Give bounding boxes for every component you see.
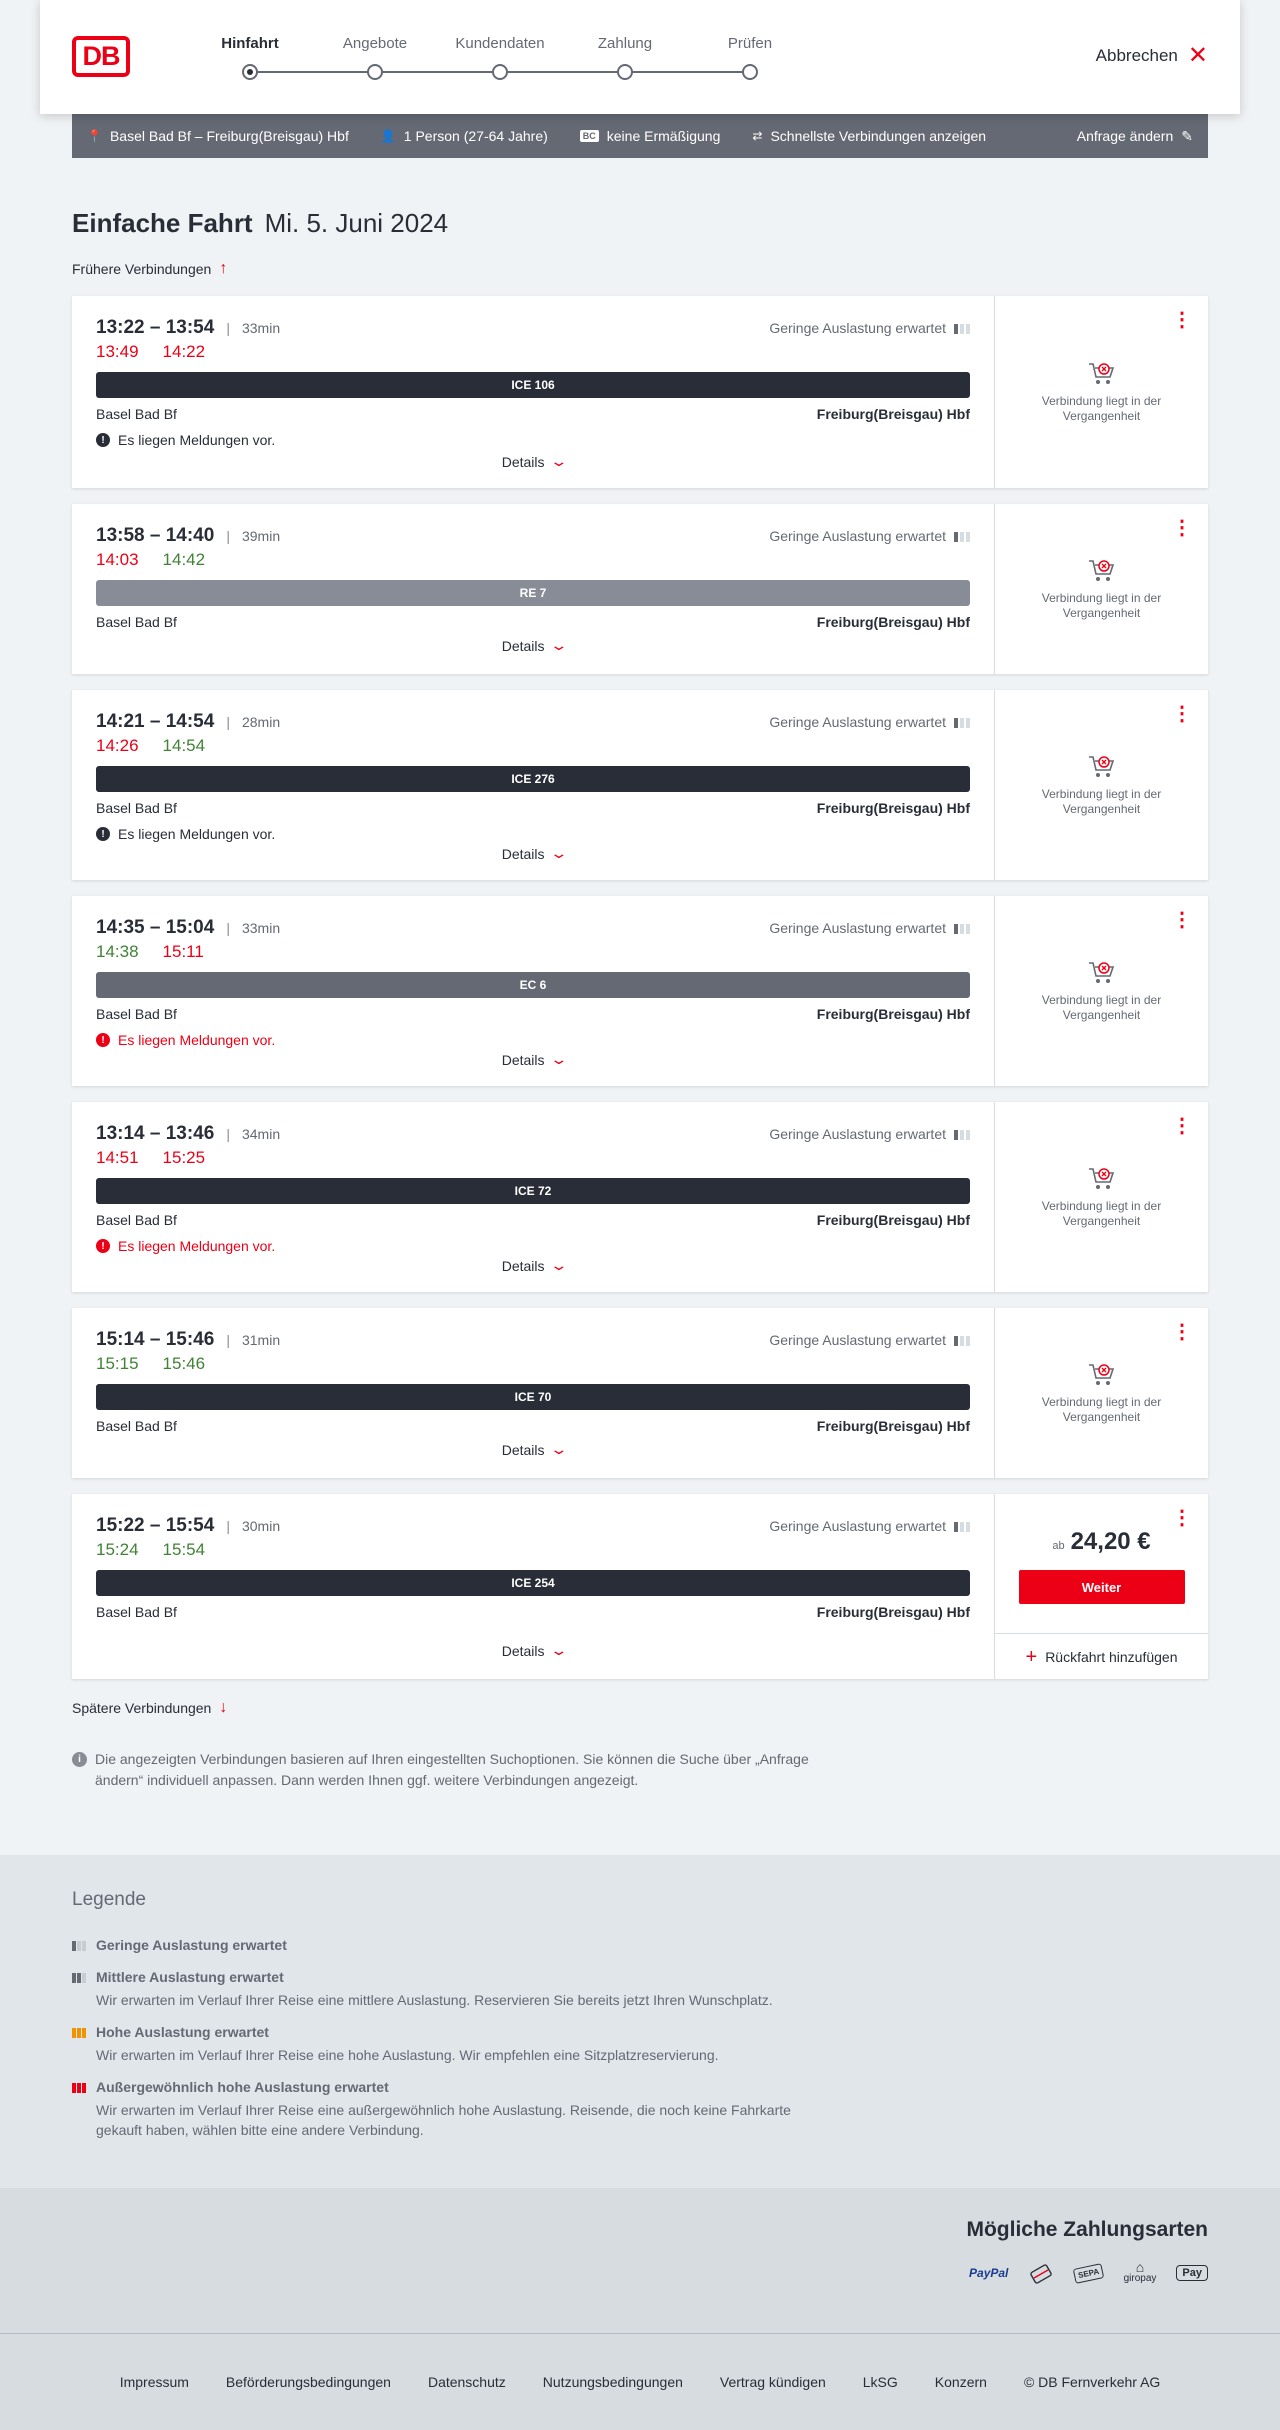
occupancy-icon xyxy=(72,2082,86,2093)
legend xyxy=(0,1855,1280,2188)
occupancy-icon xyxy=(954,1128,970,1140)
price: ab 24,20 € xyxy=(1052,1528,1151,1555)
occupancy-icon xyxy=(72,2027,86,2038)
connection-card[interactable] xyxy=(72,690,1208,880)
realtime-times xyxy=(96,942,970,964)
legend-item xyxy=(72,1967,1208,2010)
arrival-realtime: 15:54 xyxy=(162,1540,206,1559)
origin-station: Basel Bad Bf xyxy=(96,406,177,422)
search-info-note: i Die angezeigten Verbindungen basieren auf Ihren eingestellten Suchoptionen. Sie können die Suche über „Anfrage ändern“ individuell anpassen. Dann werden Ihnen ggf. weitere Verbindungen angezeigt. xyxy=(72,1749,832,1791)
train-bar[interactable]: ICE 254 xyxy=(96,1570,970,1596)
more-options-icon[interactable]: ⋮ xyxy=(1172,1115,1192,1137)
arrow-down-icon: ↓ xyxy=(219,1699,228,1716)
add-return-button[interactable]: + Rückfahrt hinzufügen xyxy=(1025,1645,1178,1668)
connection-message: ! Es liegen Meldungen vor. xyxy=(96,825,970,843)
alert-icon: ! xyxy=(96,1239,110,1253)
train-bar[interactable]: RE 7 xyxy=(96,580,970,606)
planned-times: 13:14 – 13:46 xyxy=(96,1123,215,1144)
legend-item-description: Wir erwarten im Verlauf Ihrer Reise eine hohe Auslastung. Wir empfehlen eine Sitzplatzreservierung. xyxy=(96,2047,719,2063)
connection-card[interactable] xyxy=(72,504,1208,674)
departure-realtime: 14:51 xyxy=(96,1148,139,1167)
alert-icon: ! xyxy=(96,433,110,447)
chevron-down-icon: ⌄ xyxy=(549,1051,568,1067)
duration: 33min xyxy=(241,920,281,936)
chevron-down-icon: ⌄ xyxy=(549,637,568,653)
details-toggle[interactable]: Details ⌄ xyxy=(501,845,568,862)
shopping-cart-icon xyxy=(1087,360,1117,388)
chevron-down-icon: ⌄ xyxy=(549,1257,568,1273)
train-bar[interactable]: ICE 106 xyxy=(96,372,970,398)
departure-realtime: 13:49 xyxy=(96,342,139,361)
more-options-icon[interactable]: ⋮ xyxy=(1172,703,1192,725)
details-toggle[interactable]: Details ⌄ xyxy=(501,453,568,470)
stations xyxy=(96,1212,970,1230)
arrival-realtime: 14:42 xyxy=(162,550,206,569)
destination-station: Freiburg(Breisgau) Hbf xyxy=(816,614,970,630)
origin-station: Basel Bad Bf xyxy=(96,1418,177,1434)
realtime-times xyxy=(96,342,970,364)
connection-side xyxy=(994,1494,1208,1679)
duration: 28min xyxy=(241,714,281,730)
train-bar[interactable]: ICE 276 xyxy=(96,766,970,792)
origin-station: Basel Bad Bf xyxy=(96,614,177,630)
duration: 31min xyxy=(241,1332,281,1348)
connection-card[interactable] xyxy=(72,1308,1208,1478)
details-toggle[interactable]: Details ⌄ xyxy=(501,1257,568,1274)
step-hinfahrt[interactable]: Hinfahrt xyxy=(190,34,310,80)
occupancy-indicator: Geringe Auslastung erwartet xyxy=(769,920,970,936)
connection-main xyxy=(72,1102,994,1292)
duration: 33min xyxy=(241,320,281,336)
results-content xyxy=(72,208,1208,1791)
location-pin-icon: 📍 xyxy=(87,129,102,143)
footer-link[interactable]: Impressum xyxy=(119,2374,189,2390)
connection-message: ! Es liegen Meldungen vor. xyxy=(96,1237,970,1255)
occupancy-icon xyxy=(954,922,970,934)
planned-times: 14:21 – 14:54 xyxy=(96,711,215,732)
destination-station: Freiburg(Breisgau) Hbf xyxy=(816,1212,970,1228)
connection-main xyxy=(72,1308,994,1478)
train-bar[interactable]: ICE 72 xyxy=(96,1178,970,1204)
origin-station: Basel Bad Bf xyxy=(96,1604,177,1620)
departure-realtime: 15:15 xyxy=(96,1354,139,1373)
legend-item-title: Geringe Auslastung erwartet xyxy=(72,1935,1208,1955)
credit-card-icon xyxy=(1028,2262,1054,2284)
progress-steps xyxy=(210,34,790,84)
footer-link[interactable]: © DB Fernverkehr AG xyxy=(1023,2374,1161,2390)
details-toggle[interactable]: Details ⌄ xyxy=(501,637,568,654)
destination-station: Freiburg(Breisgau) Hbf xyxy=(816,1006,970,1022)
alert-icon: ! xyxy=(96,827,110,841)
connection-card[interactable] xyxy=(72,1494,1208,1679)
realtime-times xyxy=(96,1354,970,1376)
step-dot xyxy=(492,64,508,80)
giropay-icon: ⌂ giropay xyxy=(1123,2259,1157,2284)
payment-title: Mögliche Zahlungsarten xyxy=(966,2218,1208,2241)
arrival-realtime: 15:25 xyxy=(162,1148,206,1167)
chevron-down-icon: ⌄ xyxy=(549,1441,568,1457)
details-toggle[interactable]: Details ⌄ xyxy=(501,1051,568,1068)
departure-realtime: 14:03 xyxy=(96,550,139,569)
connection-side xyxy=(994,1308,1208,1478)
realtime-times xyxy=(96,1148,970,1170)
step-dot xyxy=(742,64,758,80)
departure-realtime: 15:24 xyxy=(96,1540,139,1559)
footer-link[interactable]: Beförderungsbedingungen xyxy=(225,2374,391,2390)
stations xyxy=(96,1604,970,1622)
occupancy-icon xyxy=(954,716,970,728)
divider: | xyxy=(226,528,230,544)
more-options-icon[interactable]: ⋮ xyxy=(1172,909,1192,931)
duration: 30min xyxy=(241,1518,281,1534)
occupancy-indicator: Geringe Auslastung erwartet xyxy=(769,528,970,544)
summary-route[interactable]: 📍 Basel Bad Bf – Freiburg(Breisgau) Hbf xyxy=(87,128,349,144)
occupancy-icon xyxy=(72,1972,86,1983)
destination-station: Freiburg(Breisgau) Hbf xyxy=(816,1418,970,1434)
plus-icon: + xyxy=(1025,1645,1038,1668)
duration: 34min xyxy=(241,1126,281,1142)
payment-methods xyxy=(0,2188,1280,2333)
past-connection-notice: Verbindung liegt in der Vergangenheit xyxy=(995,1361,1208,1425)
stations xyxy=(96,406,970,424)
connection-side xyxy=(994,896,1208,1086)
destination-station: Freiburg(Breisgau) Hbf xyxy=(816,406,970,422)
info-icon: i xyxy=(72,1752,87,1767)
duration: 39min xyxy=(241,528,281,544)
footer-link[interactable]: Datenschutz xyxy=(427,2374,506,2390)
past-connection-notice: Verbindung liegt in der Vergangenheit xyxy=(995,360,1208,424)
swap-icon: ⇄ xyxy=(752,129,763,143)
bahncard-icon: BC xyxy=(580,130,599,142)
connection-side xyxy=(994,504,1208,674)
occupancy-icon xyxy=(954,322,970,334)
destination-station: Freiburg(Breisgau) Hbf xyxy=(816,1604,970,1620)
db-logo[interactable]: DB xyxy=(72,36,130,77)
occupancy-icon xyxy=(954,530,970,542)
search-summary-bar xyxy=(72,114,1208,158)
past-connection-notice: Verbindung liegt in der Vergangenheit xyxy=(995,557,1208,621)
realtime-times xyxy=(96,736,970,758)
sepa-icon: SEPA xyxy=(1073,2263,1105,2284)
more-options-icon[interactable]: ⋮ xyxy=(1172,517,1192,539)
chevron-down-icon: ⌄ xyxy=(549,1642,568,1658)
connection-main xyxy=(72,1494,994,1679)
edit-search-button[interactable]: Anfrage ändern ✎ xyxy=(1076,127,1193,144)
occupancy-icon xyxy=(72,1940,86,1951)
chevron-down-icon: ⌄ xyxy=(549,453,568,469)
legend-item xyxy=(72,2022,1208,2065)
summary-connection-type[interactable]: ⇄ Schnellste Verbindungen anzeigen xyxy=(752,128,987,144)
occupancy-indicator: Geringe Auslastung erwartet xyxy=(769,714,970,730)
legend-item xyxy=(72,1935,1208,1955)
person-icon: 👤 xyxy=(380,129,396,143)
train-bar[interactable]: EC 6 xyxy=(96,972,970,998)
shopping-cart-icon xyxy=(1087,959,1117,987)
cancel-label: Abbrechen xyxy=(1095,46,1178,65)
planned-times: 14:35 – 15:04 xyxy=(96,917,215,938)
arrival-realtime: 15:46 xyxy=(162,1354,206,1373)
legend-item-title: Hohe Auslastung erwartet xyxy=(72,2022,1208,2042)
page-title: Einfache Fahrt Mi. 5. Juni 2024 xyxy=(72,208,449,238)
divider: | xyxy=(226,1126,230,1142)
step-pruefen[interactable]: Prüfen xyxy=(690,34,810,80)
destination-station: Freiburg(Breisgau) Hbf xyxy=(816,800,970,816)
legend-item-description: Wir erwarten im Verlauf Ihrer Reise eine mittlere Auslastung. Reservieren Sie bereits jetzt Ihren Wunschplatz. xyxy=(96,1992,773,2008)
step-dot xyxy=(617,64,633,80)
arrow-up-icon: ↑ xyxy=(219,260,228,277)
close-icon: ✕ xyxy=(1187,42,1208,69)
step-kundendaten[interactable]: Kundendaten xyxy=(440,34,560,80)
arrival-realtime: 14:22 xyxy=(162,342,206,361)
legend-item xyxy=(72,2077,1208,2140)
occupancy-indicator: Geringe Auslastung erwartet xyxy=(769,320,970,336)
step-dot xyxy=(367,64,383,80)
planned-times: 15:14 – 15:46 xyxy=(96,1329,215,1350)
more-options-icon[interactable]: ⋮ xyxy=(1172,1321,1192,1343)
connection-message: ! Es liegen Meldungen vor. xyxy=(96,431,970,449)
planned-times: 13:22 – 13:54 xyxy=(96,317,215,338)
details-toggle[interactable]: Details ⌄ xyxy=(501,1441,568,1458)
connection-side xyxy=(994,690,1208,880)
connection-side xyxy=(994,296,1208,488)
summary-discount[interactable]: BC keine Ermäßigung xyxy=(580,128,721,144)
details-toggle[interactable]: Details ⌄ xyxy=(501,1642,568,1659)
pencil-icon: ✎ xyxy=(1181,127,1193,144)
chevron-down-icon: ⌄ xyxy=(549,845,568,861)
footer-link[interactable]: LkSG xyxy=(862,2374,898,2390)
more-options-icon[interactable]: ⋮ xyxy=(1172,1507,1192,1529)
realtime-times xyxy=(96,550,970,572)
paypal-icon: PayPal xyxy=(969,2266,1009,2280)
footer xyxy=(0,2333,1280,2430)
realtime-times xyxy=(96,1540,970,1562)
past-connection-notice: Verbindung liegt in der Vergangenheit xyxy=(995,753,1208,817)
connection-main xyxy=(72,896,994,1086)
continue-button[interactable]: Weiter xyxy=(1019,1570,1185,1604)
divider: | xyxy=(226,320,230,336)
shopping-cart-icon xyxy=(1087,557,1117,585)
origin-station: Basel Bad Bf xyxy=(96,1212,177,1228)
legend-title: Legende xyxy=(72,1889,146,1910)
shopping-cart-icon xyxy=(1087,1361,1117,1389)
train-bar[interactable]: ICE 70 xyxy=(96,1384,970,1410)
departure-realtime: 14:38 xyxy=(96,942,139,961)
legend-item-title: Mittlere Auslastung erwartet xyxy=(72,1967,1208,1987)
step-dot xyxy=(242,64,258,80)
occupancy-indicator: Geringe Auslastung erwartet xyxy=(769,1332,970,1348)
arrival-realtime: 15:11 xyxy=(162,942,204,961)
connection-side xyxy=(994,1102,1208,1292)
planned-times: 13:58 – 14:40 xyxy=(96,525,215,546)
planned-times: 15:22 – 15:54 xyxy=(96,1515,215,1536)
divider: | xyxy=(226,920,230,936)
divider: | xyxy=(226,1332,230,1348)
header xyxy=(40,0,1240,114)
footer-link[interactable]: Konzern xyxy=(934,2374,987,2390)
connection-main xyxy=(72,504,994,674)
stations xyxy=(96,1418,970,1436)
more-options-icon[interactable]: ⋮ xyxy=(1172,309,1192,331)
origin-station: Basel Bad Bf xyxy=(96,800,177,816)
footer-link[interactable]: Vertrag kündigen xyxy=(719,2374,826,2390)
past-connection-notice: Verbindung liegt in der Vergangenheit xyxy=(995,959,1208,1023)
cancel-button[interactable] xyxy=(1095,42,1208,69)
connection-card[interactable] xyxy=(72,896,1208,1086)
step-zahlung[interactable]: Zahlung xyxy=(565,34,685,80)
apple-pay-icon: Pay xyxy=(1176,2265,1208,2281)
occupancy-indicator: Geringe Auslastung erwartet xyxy=(769,1518,970,1534)
arrival-realtime: 14:54 xyxy=(162,736,206,755)
legend-item-description: Wir erwarten im Verlauf Ihrer Reise eine außergewöhnlich hohe Auslastung. Reisende, die noch keine Fahrkarte gekauft haben, wählen bitte eine andere Verbindung. xyxy=(96,2102,791,2138)
alert-icon: ! xyxy=(96,1033,110,1047)
stations xyxy=(96,1006,970,1024)
stations xyxy=(96,614,970,632)
divider: | xyxy=(226,1518,230,1534)
summary-passengers[interactable]: 👤 1 Person (27-64 Jahre) xyxy=(380,128,548,144)
shopping-cart-icon xyxy=(1087,753,1117,781)
departure-realtime: 14:26 xyxy=(96,736,139,755)
connection-main xyxy=(72,296,994,488)
occupancy-indicator: Geringe Auslastung erwartet xyxy=(769,1126,970,1142)
occupancy-icon xyxy=(954,1520,970,1532)
divider: | xyxy=(226,714,230,730)
origin-station: Basel Bad Bf xyxy=(96,1006,177,1022)
stations xyxy=(96,800,970,818)
legend-item-title: Außergewöhnlich hohe Auslastung erwartet xyxy=(72,2077,1208,2097)
earlier-connections-link[interactable]: Frühere Verbindungen ↑ xyxy=(72,260,228,277)
connection-card[interactable] xyxy=(72,296,1208,488)
connection-main xyxy=(72,690,994,880)
step-angebote[interactable]: Angebote xyxy=(315,34,435,80)
connection-message: ! Es liegen Meldungen vor. xyxy=(96,1031,970,1049)
shopping-cart-icon xyxy=(1087,1165,1117,1193)
later-connections-link[interactable]: Spätere Verbindungen ↓ xyxy=(72,1699,228,1716)
footer-link[interactable]: Nutzungsbedingungen xyxy=(542,2374,683,2390)
past-connection-notice: Verbindung liegt in der Vergangenheit xyxy=(995,1165,1208,1229)
occupancy-icon xyxy=(954,1334,970,1346)
connection-card[interactable] xyxy=(72,1102,1208,1292)
